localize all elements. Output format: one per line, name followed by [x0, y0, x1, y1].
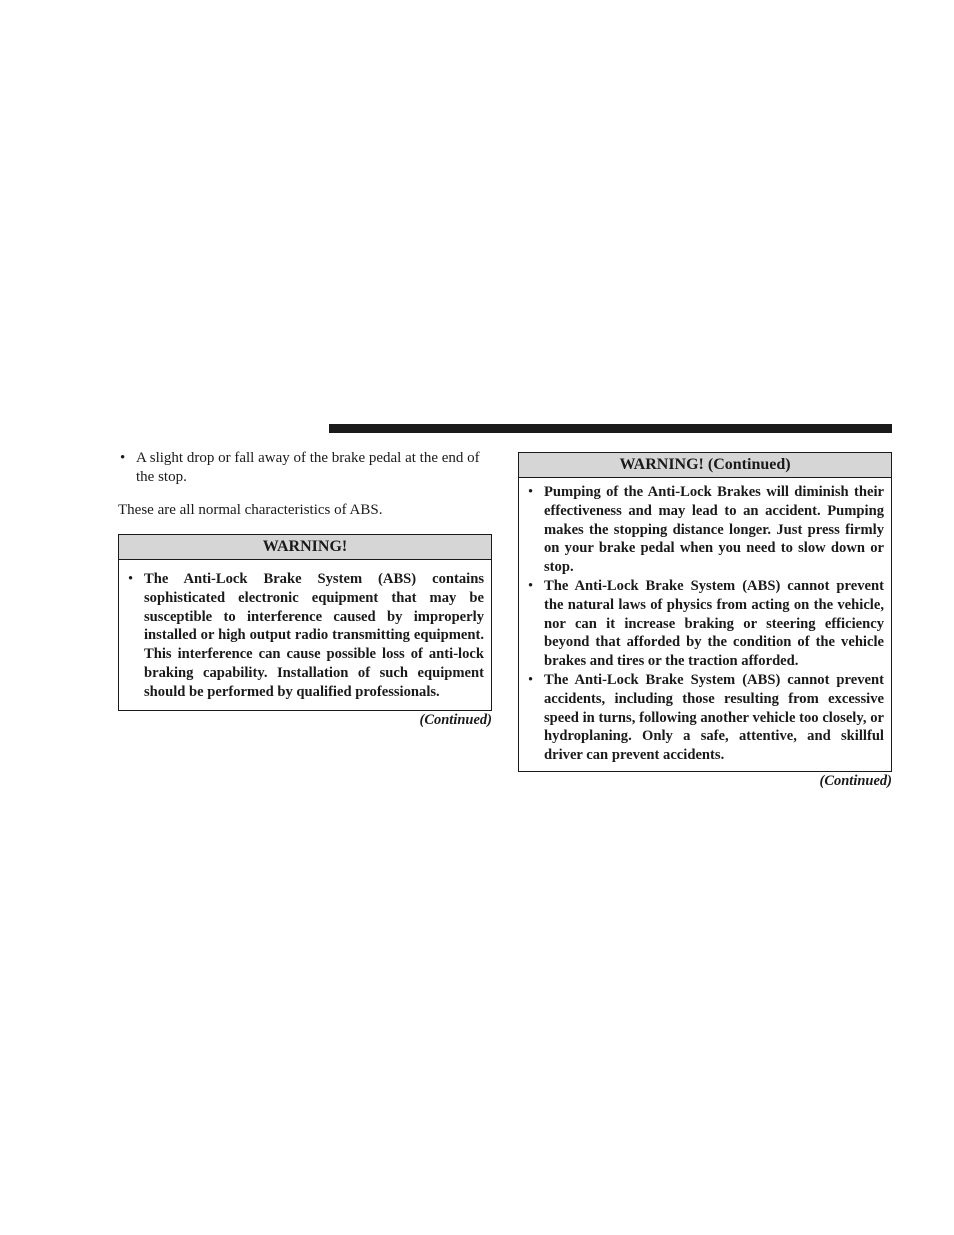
warning-item-text: The Anti-Lock Brake System (ABS) contains sophisticated electronic equipment that may be susceptible to interference caused by improperly installed or high output radio transmitting equipment. This interference can cause possible loss of anti-lock braking capability. Installation of such equipment should be performed by qualified professionals. [144, 571, 484, 700]
bullet-icon: • [128, 571, 134, 587]
left-column [118, 449, 492, 729]
continued-label: (Continued) [819, 772, 892, 789]
right-column [518, 452, 892, 790]
warning-body [519, 478, 891, 771]
warning-item-text: The Anti-Lock Brake System (ABS) cannot prevent the natural laws of physics from acting on the vehicle, nor can it increase braking or steering efficiency beyond that afforded by the condition of the vehicle brakes and tires or the traction afforded. [544, 577, 884, 670]
bullet-icon: • [528, 577, 534, 594]
warning-box [118, 534, 492, 711]
warning-item [526, 577, 884, 671]
bullet-icon: • [528, 484, 534, 500]
warning-box-continued [518, 452, 892, 772]
warning-item-text: Pumping of the Anti-Lock Brakes will diminish their effectiveness and may lead to an accident. Pumping makes the stopping distance longer. Just press firmly on your brake pedal when you need to slow down or stop. [544, 484, 884, 576]
bullet-icon: • [528, 671, 534, 688]
bullet-item [118, 449, 492, 487]
warning-item [126, 570, 484, 702]
body-text: These are all normal characteristics of ABS. [118, 502, 383, 518]
warning-title: WARNING! [119, 535, 491, 560]
continued-label: (Continued) [419, 711, 492, 728]
bullet-icon: • [120, 450, 126, 466]
warning-body [119, 560, 491, 710]
header-rule [329, 424, 892, 433]
warning-item-text: The Anti-Lock Brake System (ABS) cannot prevent accidents, including those resulting from excessive speed in turns, following another vehicle too closely, or hydroplaning. Only a safe, attentive, and skillful driver can prevent accidents. [544, 671, 884, 764]
warning-item [526, 483, 884, 577]
warning-title: WARNING! (Continued) [519, 453, 891, 478]
warning-item [526, 671, 884, 765]
bullet-text: A slight drop or fall away of the brake pedal at the end of the stop. [136, 450, 480, 485]
